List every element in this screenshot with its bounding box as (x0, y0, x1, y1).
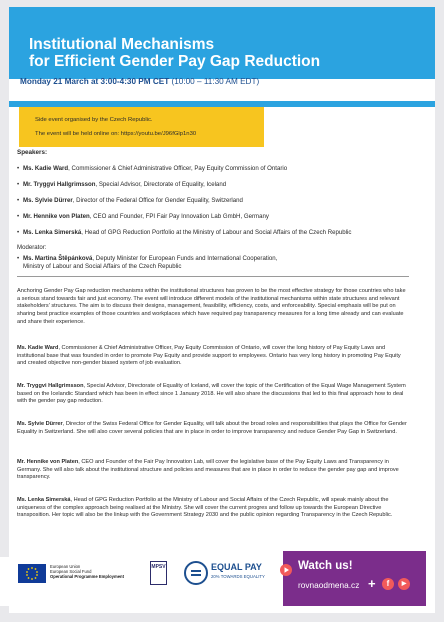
speaker-item (17, 213, 417, 221)
paragraph-text: , CEO and Founder of the Fair Pay Innovation Lab, will cover the legislative base of the Pay Equity Laws and Transparency in Germany. She will also talk about the institutional structure and policies and measures that are in place in order to reduce the gender pay gap and improve transparency. (17, 459, 399, 481)
paragraph-text: , Special Advisor, Directorate of Equality of Iceland, will cover the topic of the Certification of the Equal Wage Management System based on the Icelandic Standard which has been in effect since 1 January 2018. He will also share the discussions that led to this final approach how to deal with the gender pay gap reduction. (17, 383, 406, 405)
website-link[interactable]: rovnaodmena.cz (298, 580, 360, 590)
bullet-icon: • (17, 165, 20, 172)
bullet-icon: • (17, 197, 20, 204)
moderator-label: Moderator: (17, 244, 47, 251)
event-date (20, 77, 259, 86)
notice-online-link[interactable]: The event will be held online on: https://youtu.be/J96fGlp1n30 (35, 131, 197, 137)
speakers-heading: Speakers: (17, 149, 48, 156)
speaker-item (17, 165, 417, 173)
speaker-name: Mr. Hennike von Platen (23, 213, 90, 220)
paragraph-text: , Director of the Swiss Federal Office for Gender Equality, will talk about the broad roles and responsibilities that plays the Office for Gender Equality in Switzerland. She will also cover several policies that are in place in order to improve transparency and reduce Gender Pay Gap in Switzerland. (17, 421, 407, 435)
plus-icon: + (368, 576, 376, 591)
speaker-item (17, 229, 417, 237)
speaker-role: , Head of GPG Reduction Portfolio at the Ministry of Labour and Social Affairs of the Czech Republic (81, 229, 352, 236)
event-date-main: Monday 21 March at 3:00-4:30 PM CET (20, 77, 170, 86)
title-line-1: Institutional Mechanisms (29, 36, 215, 53)
speaker-role: , Director of the Federal Office for Gender Equality, Switzerland (72, 197, 243, 204)
speaker-item (17, 181, 417, 189)
bullet-icon: • (17, 229, 20, 236)
eu-line-3: Operational Programme Employment (50, 574, 124, 580)
speaker-paragraph (17, 345, 409, 368)
paragraph-speaker-name: Ms. Sylvie Dürrer (17, 421, 63, 427)
paragraph-speaker-name: Ms. Kadie Ward (17, 345, 59, 351)
speaker-name: Ms. Sylvie Dürrer (23, 197, 73, 204)
speaker-paragraph (17, 383, 409, 406)
speaker-name: Ms. Lenka Simerská (23, 229, 82, 236)
mpsv-logo: MPSV (150, 561, 167, 585)
moderator-role-1: , Deputy Minister for European Funds and International Cooperation, (92, 255, 278, 262)
equal-pay-label: EQUAL PAY (211, 562, 262, 572)
bullet-icon: • (17, 181, 20, 188)
moderator-role-2: Ministry of Labour and Social Affairs of the Czech Republic (23, 263, 182, 270)
paragraph-text: , Head of GPG Reduction Portfolio at the Ministry of Labour and Social Affairs of the Czech Republic, will speak mainly about the uniqueness of the complex approach being realised at the Ministry. She will cover the current progres and follow up towards the European Directive transposition. Her topic will also be the linkup with the Government Strategy 2030 and the public opinion regarding Transparency in the Czech Republic. (17, 497, 393, 519)
paragraph-text: , Commissioner & Chief Administrative Officer, Pay Equity Commission of Ontario, will cover the long history of Pay Equity Laws and institutional base that was founded in order to promote Pay Equity and provide support to employees. Ontario has very long history in promoting Pay Equity and created objective non-gender biased system of job evaluation. (17, 345, 401, 367)
bullet-icon: • (17, 255, 20, 262)
notice-organiser: Side event organised by the Czech Republic. (35, 117, 153, 123)
notice-box (19, 107, 264, 147)
youtube-icon[interactable]: ▶ (398, 578, 410, 590)
eu-line-2: European Social Fund (50, 569, 92, 575)
moderator-name: Ms. Martina Štěpánková (23, 255, 93, 262)
speaker-name: Ms. Kadie Ward (23, 165, 69, 172)
eu-flag-icon (18, 564, 46, 583)
speaker-name: Mr. Tryggvi Hallgrimsson (23, 181, 96, 188)
speaker-role: , Special Advisor, Directorate of Equality, Iceland (95, 181, 227, 188)
speaker-paragraph (17, 421, 409, 436)
bullet-icon: • (17, 213, 20, 220)
moderator-item (17, 255, 417, 271)
paragraph-speaker-name: Mr. Tryggvi Hallgrimsson (17, 383, 84, 389)
eu-funding-text (50, 564, 140, 579)
paragraph-speaker-name: Mr. Hennike von Platen (17, 459, 79, 465)
intro-paragraph: Anchoring Gender Pay Gap reduction mechanisms within the institutional structures has proven to be the most effective strategy for those countries who take a serious stand towards fair and just economy. The event will introduce different models of the institutional mechanisms within state structures and relevant stakeholders' structures. The aim is to discuss their designs, management, feasibility, efficiency, costs, and enforceability. Special emphasis will be put on sharing best practice examples of those countries and workplaces which have required pay transparency measures for a long time already and can evaluate and share their experience. (17, 288, 406, 325)
speaker-role: , CEO and Founder, FPI Fair Pay Innovation Lab GmbH, Germany (89, 213, 269, 220)
eu-line-1: European Union (50, 564, 81, 569)
event-date-rest: (10:00 – 11:30 AM EDT) (169, 77, 260, 86)
speaker-paragraph (17, 497, 409, 520)
speaker-role: , Commissioner & Chief Administrative Officer, Pay Equity Commission of Ontario (68, 165, 288, 172)
title-line-2: for Efficient Gender Pay Gap Reduction (29, 53, 321, 70)
speaker-item (17, 197, 417, 205)
equal-pay-logo-icon (184, 561, 208, 585)
play-icon (279, 563, 293, 577)
equal-pay-tagline: 20% TOWARDS EQUALITY (211, 574, 265, 579)
watch-us-heading: Watch us! (298, 560, 353, 572)
facebook-icon[interactable]: f (382, 578, 394, 590)
section-divider (17, 276, 409, 277)
speaker-paragraph (17, 459, 409, 482)
paragraph-speaker-name: Ms. Lenka Simerská (17, 497, 71, 503)
event-title (29, 36, 419, 70)
